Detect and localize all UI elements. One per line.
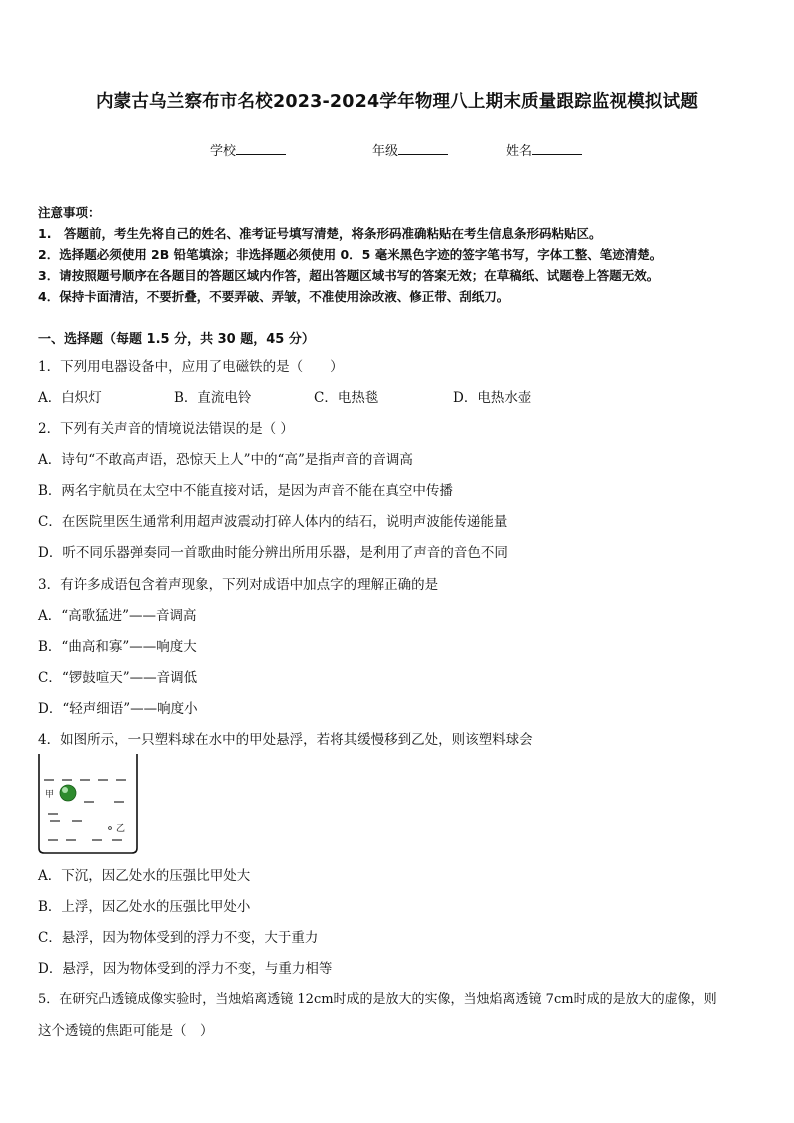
q1-option-a: A．白炽灯: [38, 390, 102, 406]
water-dashes: [44, 780, 126, 840]
q2-option-d: D．听不同乐器弹奏同一首歌曲时能分辨出所用乐器，是利用了声音的音色不同: [38, 545, 508, 561]
school-blank[interactable]: [236, 141, 286, 155]
grade-blank[interactable]: [398, 141, 448, 155]
q3-option-d: D．“轻声细语”——响度小: [38, 701, 198, 717]
notice-item: 3．请按照题号顺序在各题目的答题区域内作答，超出答题区域书写的答案无效；在草稿纸、试题卷上答题无效。: [38, 268, 660, 283]
school-label: 学校: [210, 144, 237, 159]
name-field: [506, 140, 582, 159]
ball-highlight: [62, 787, 68, 793]
position-b-label: 乙: [116, 824, 126, 834]
name-label: 姓名: [506, 144, 533, 159]
notice-item: 2．选择题必须使用 2B 铅笔填涂；非选择题必须使用 0．5 毫米黑色字迹的签字笔书写，字体工整、笔迹清楚。: [38, 247, 663, 262]
q4-option-a: A．下沉，因乙处水的压强比甲处大: [38, 868, 251, 884]
q3-option-c: C．“锣鼓喧天”——音调低: [38, 670, 198, 686]
water-container-diagram: [36, 752, 140, 856]
q4-option-c: C．悬浮，因为物体受到的浮力不变，大于重力: [38, 930, 319, 946]
section-heading: 一、选择题（每题 1.5 分，共 30 题，45 分）: [38, 332, 315, 347]
school-field: [210, 140, 286, 159]
question-3-stem: 3．有许多成语包含着声现象，下列对成语中加点字的理解正确的是: [38, 577, 439, 593]
q2-option-c: C．在医院里医生通常利用超声波震动打碎人体内的结石，说明声波能传递能量: [38, 514, 508, 530]
name-blank[interactable]: [532, 141, 582, 155]
question-2-stem: 2．下列有关声音的情境说法错误的是（ ）: [38, 421, 294, 437]
plastic-ball: [60, 785, 76, 801]
question-4-stem: 4．如图所示，一只塑料球在水中的甲处悬浮，若将其缓慢移到乙处，则该塑料球会: [38, 732, 533, 748]
notice-heading: 注意事项：: [38, 205, 101, 220]
notice-item: 4．保持卡面清洁，不要折叠，不要弄破、弄皱，不准使用涂改液、修正带、刮纸刀。: [38, 289, 510, 304]
q1-option-b: B．直流电铃: [174, 390, 252, 406]
q1-option-c: C．电热毯: [314, 390, 379, 406]
q2-option-a: A．诗句“不敢高声语，恐惊天上人”中的“高”是指声音的音调高: [38, 452, 413, 468]
position-b-marker: [109, 827, 112, 830]
position-a-label: 甲: [45, 790, 55, 800]
question-1-stem: 1．下列用电器设备中，应用了电磁铁的是（ ）: [38, 359, 344, 375]
q1-option-d: D．电热水壶: [453, 390, 532, 406]
q2-option-b: B．两名宇航员在太空中不能直接对话，是因为声音不能在真空中传播: [38, 483, 453, 499]
q3-option-b: B．“曲高和寡”——响度大: [38, 639, 197, 655]
q4-option-b: B．上浮，因乙处水的压强比甲处小: [38, 899, 251, 915]
question-5-stem-continued: 这个透镜的焦距可能是（ ）: [38, 1023, 214, 1039]
q4-option-d: D．悬浮，因为物体受到的浮力不变，与重力相等: [38, 961, 333, 977]
container-outline: [39, 754, 137, 853]
grade-label: 年级: [372, 144, 399, 159]
grade-field: [372, 140, 448, 159]
notice-item: 1. 答题前，考生先将自己的姓名、准考证号填写清楚，将条形码准确粘贴在考生信息条形码粘贴区。: [38, 226, 602, 241]
q3-option-a: A．“高歌猛进”——音调高: [38, 608, 197, 624]
page-title: 内蒙古乌兰察布市名校2023-2024学年物理八上期末质量跟踪监视模拟试题: [95, 92, 699, 112]
question-5-stem: 5．在研究凸透镜成像实验时，当烛焰离透镜 12cm时成的是放大的实像，当烛焰离透镜 7cm时成的是放大的虚像，则: [38, 992, 717, 1007]
